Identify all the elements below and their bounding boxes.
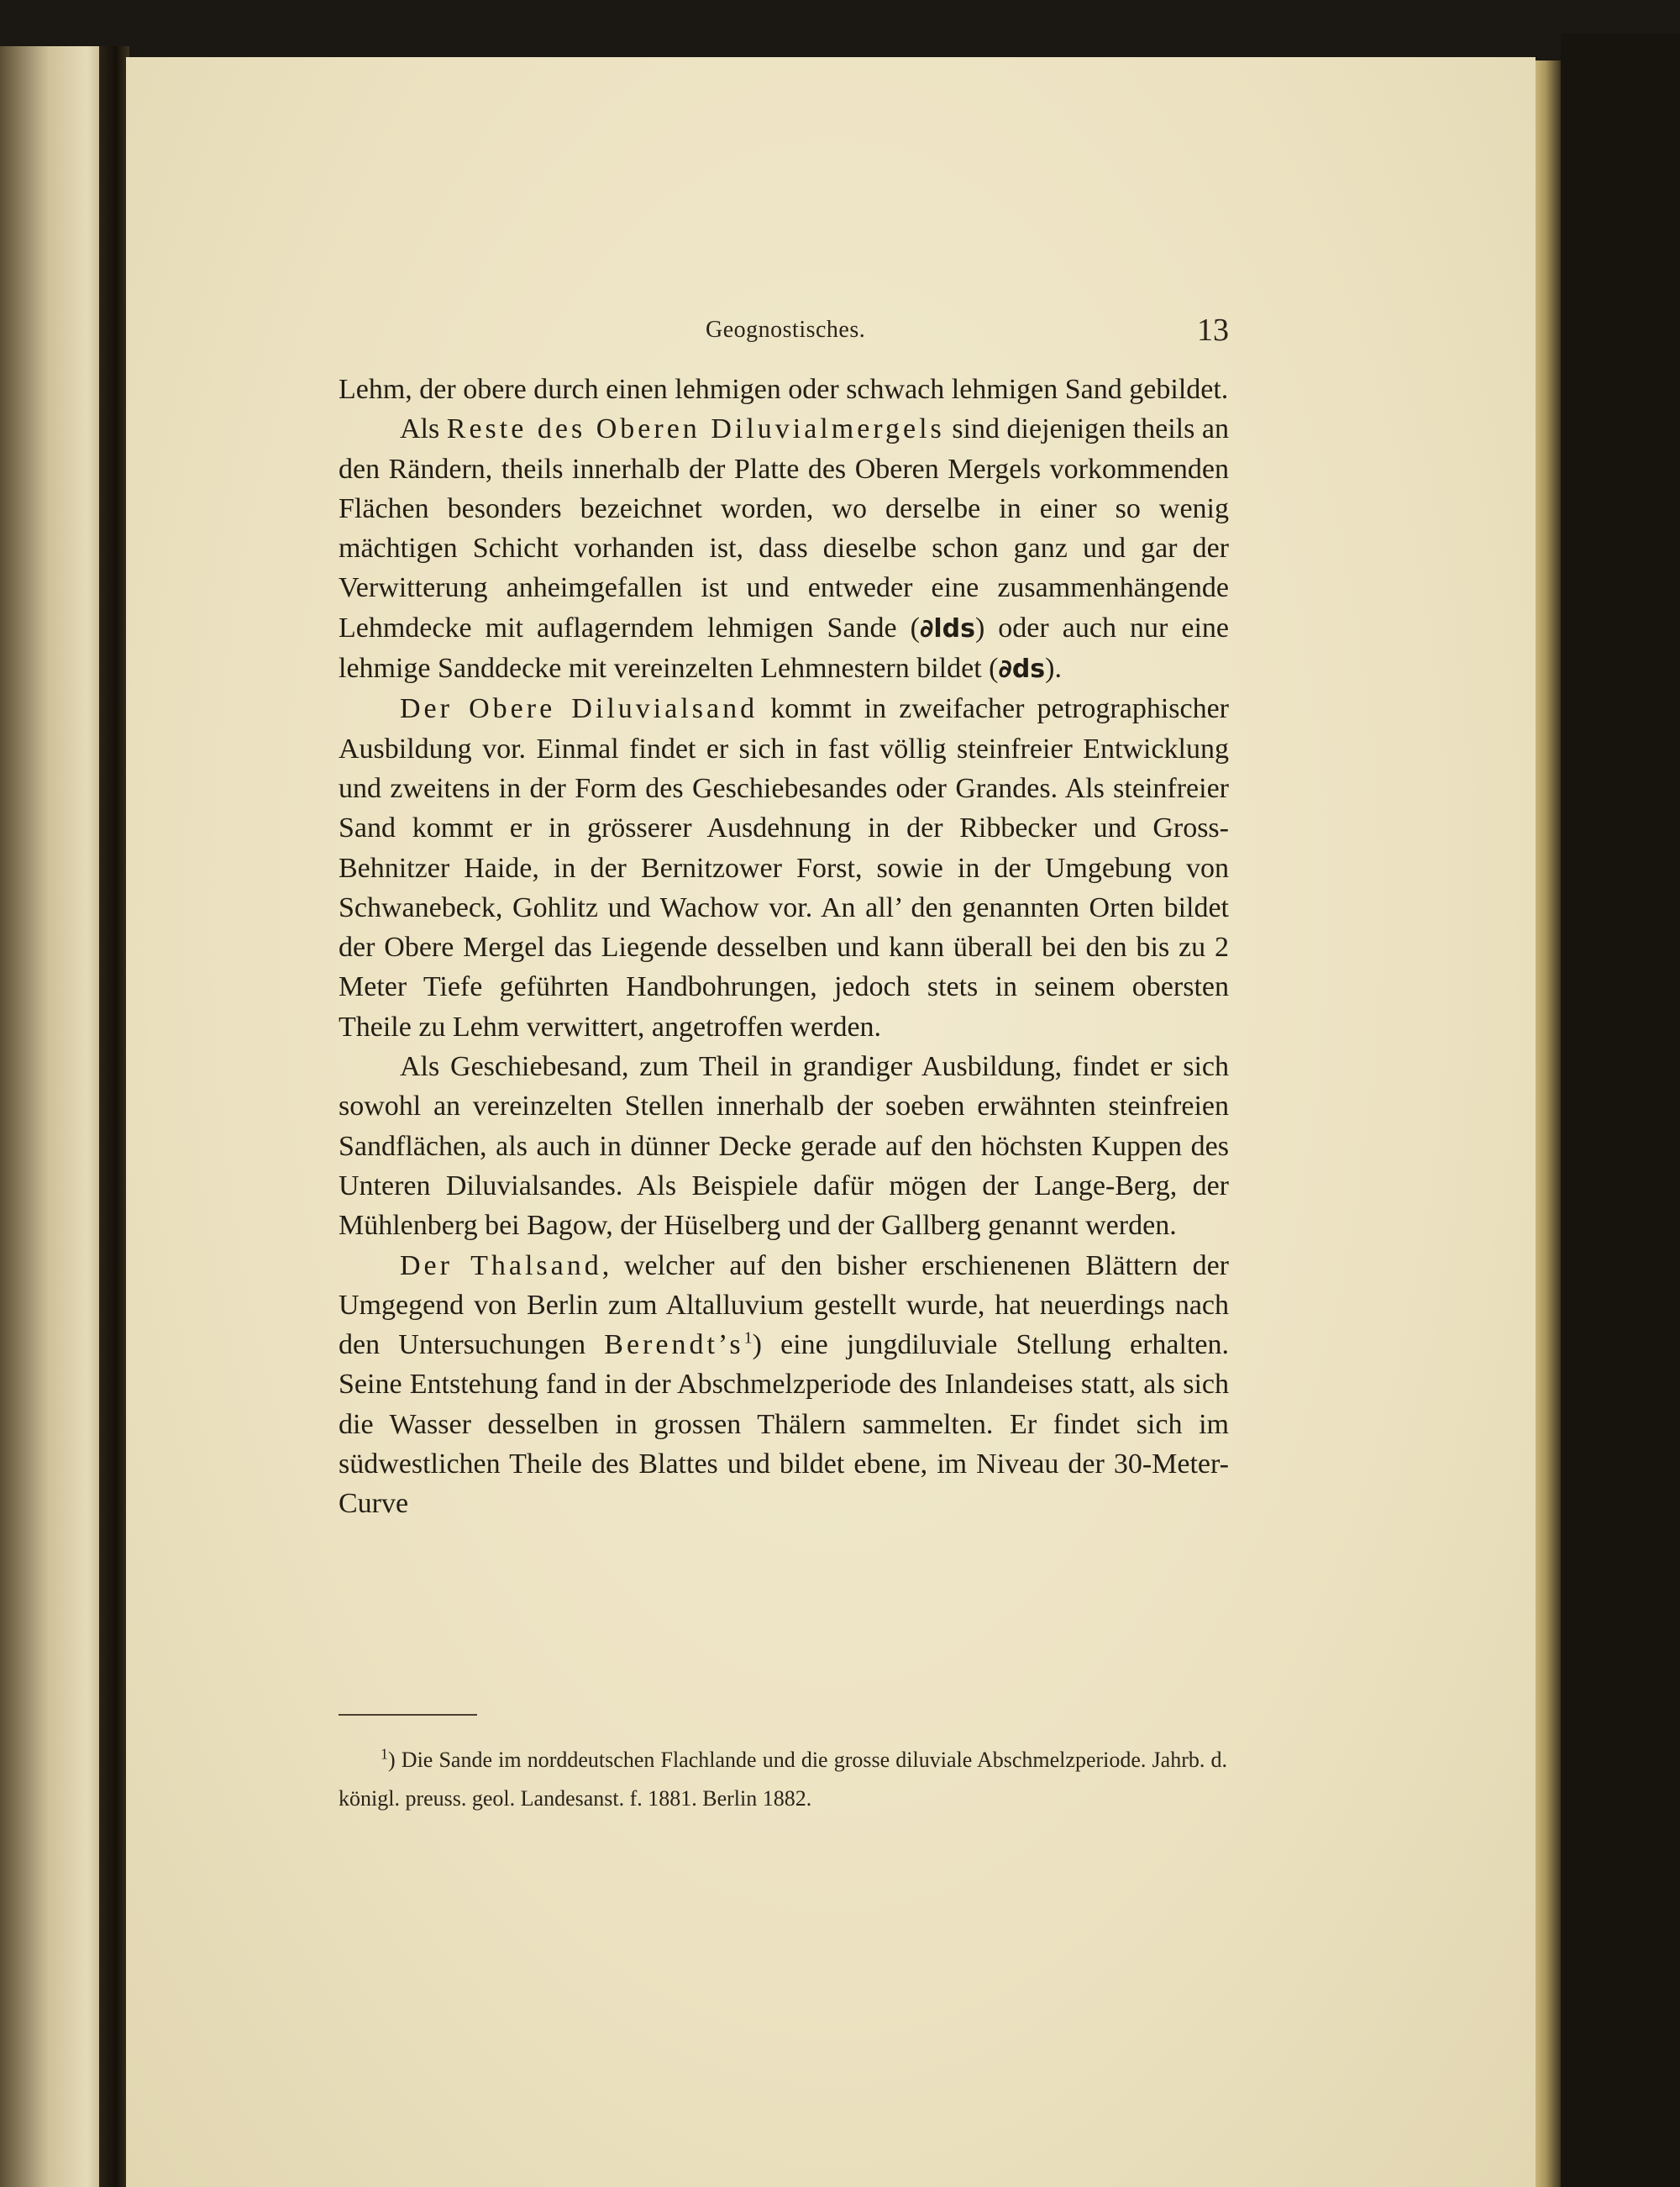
page-number: 13 bbox=[1197, 313, 1229, 348]
paragraph-text: Lehm, der obere durch einen lehmigen oder schwach lehmigen Sand gebildet. bbox=[339, 374, 1229, 405]
footnote-rule bbox=[339, 1714, 477, 1716]
map-symbol: ∂ds bbox=[998, 655, 1046, 685]
running-head bbox=[332, 312, 1229, 354]
paragraph-text: ). bbox=[1045, 653, 1062, 685]
paragraph-text: ) oder auch nur eine lehmige Sanddecke mit vereinzelten Lehmnestern bildet ( bbox=[339, 612, 1229, 685]
paragraph bbox=[339, 1246, 1229, 1524]
footnote bbox=[339, 1741, 1227, 1818]
footnote-reference: 1 bbox=[743, 1328, 753, 1348]
paragraph bbox=[339, 370, 1229, 409]
paragraph bbox=[339, 409, 1229, 689]
spaced-term: Reste des Oberen Diluvialmergels bbox=[446, 413, 945, 445]
footnote-body bbox=[339, 1741, 1227, 1818]
spaced-term: Der Thalsand bbox=[400, 1249, 602, 1281]
body-text bbox=[339, 370, 1229, 1524]
spaced-term: Der Obere Diluvialsand bbox=[400, 693, 759, 725]
running-title: Geognostisches. bbox=[706, 317, 866, 343]
footnote-text: ) Die Sande im norddeutschen Flachlande und die grosse diluviale Abschmelzperiode. Jahrb. d. königl. preuss. geol. Landesanst. f. 1881. Berlin 1882. bbox=[339, 1748, 1227, 1811]
paragraph-text: sind diejenigen theils an den Rändern, theils innerhalb der Platte des Oberen Mergels vorkommenden Flächen besonders bezeichnet worden, wo derselbe in einer so wenig mächtigen Schicht vorhanden ist, dass dieselbe schon ganz und gar der Verwitterung anheimgefallen ist und entweder eine zusammenhängende Lehmdecke mit auflagerndem lehmigen Sande ( bbox=[339, 413, 1229, 644]
cover-board bbox=[1561, 34, 1680, 2187]
paragraph bbox=[339, 689, 1229, 1047]
paragraph-text: , welcher auf den bisher erschienenen Blättern der Umgegend von Berlin zum Altalluvium gestellt wurde, hat neuerdings nach den Untersuchungen bbox=[339, 1249, 1230, 1361]
paragraph-text: kommt in zweifacher petrographischer Ausbildung vor. Einmal findet er sich in fast völlig steinfreier Entwicklung und zweitens in der Form des Geschiebesandes oder Grandes. Als steinfreier Sand kommt er in grösserer Ausdehnung in der Ribbecker und Gross-Behnitzer Haide, in der Bernitzower Forst, sowie in der Umgebung von Schwanebeck, Gohlitz und Wachow vor. An all’ den genannten Orten bildet der Obere Mergel das Liegende desselben und kann überall bei den bis zu 2 Meter Tiefe geführten Handbohrungen, jedoch stets in seinem obersten Theile zu Lehm verwittert, angetroffen werden. bbox=[339, 693, 1229, 1043]
paragraph-text: Als Geschiebesand, zum Theil in grandiger Ausbildung, findet er sich sowohl an vereinzelten Stellen innerhalb der soeben erwähnten steinfreien Sandflächen, als auch in dünner Decke gerade auf den höchsten Kuppen des Unteren Diluvialsandes. Als Beispiele dafür mögen der Lange-Berg, der Mühlenberg bei Bagow, der Hüselberg und der Gallberg genannt werden. bbox=[339, 1051, 1229, 1242]
facing-page-edge bbox=[0, 46, 109, 2187]
page-block-edge bbox=[1536, 60, 1561, 2187]
footnote-mark: 1 bbox=[381, 1745, 388, 1763]
map-symbol: ∂lds bbox=[920, 613, 975, 644]
paragraph-text: ) eine jungdiluviale Stellung erhalten. Seine Entstehung fand in der Abschmelzperiode des Inlandeises statt, als sich die Wasser desselben in grossen Thälern sammelten. Er findet sich im südwestlichen Theile des Blattes und bildet ebene, im Niveau der 30-Meter-Curve bbox=[339, 1329, 1229, 1520]
paragraph bbox=[339, 1047, 1229, 1245]
book-gutter bbox=[99, 46, 129, 2187]
paragraph-text: Als bbox=[400, 413, 447, 445]
spaced-term: Berendt’s bbox=[604, 1329, 744, 1361]
